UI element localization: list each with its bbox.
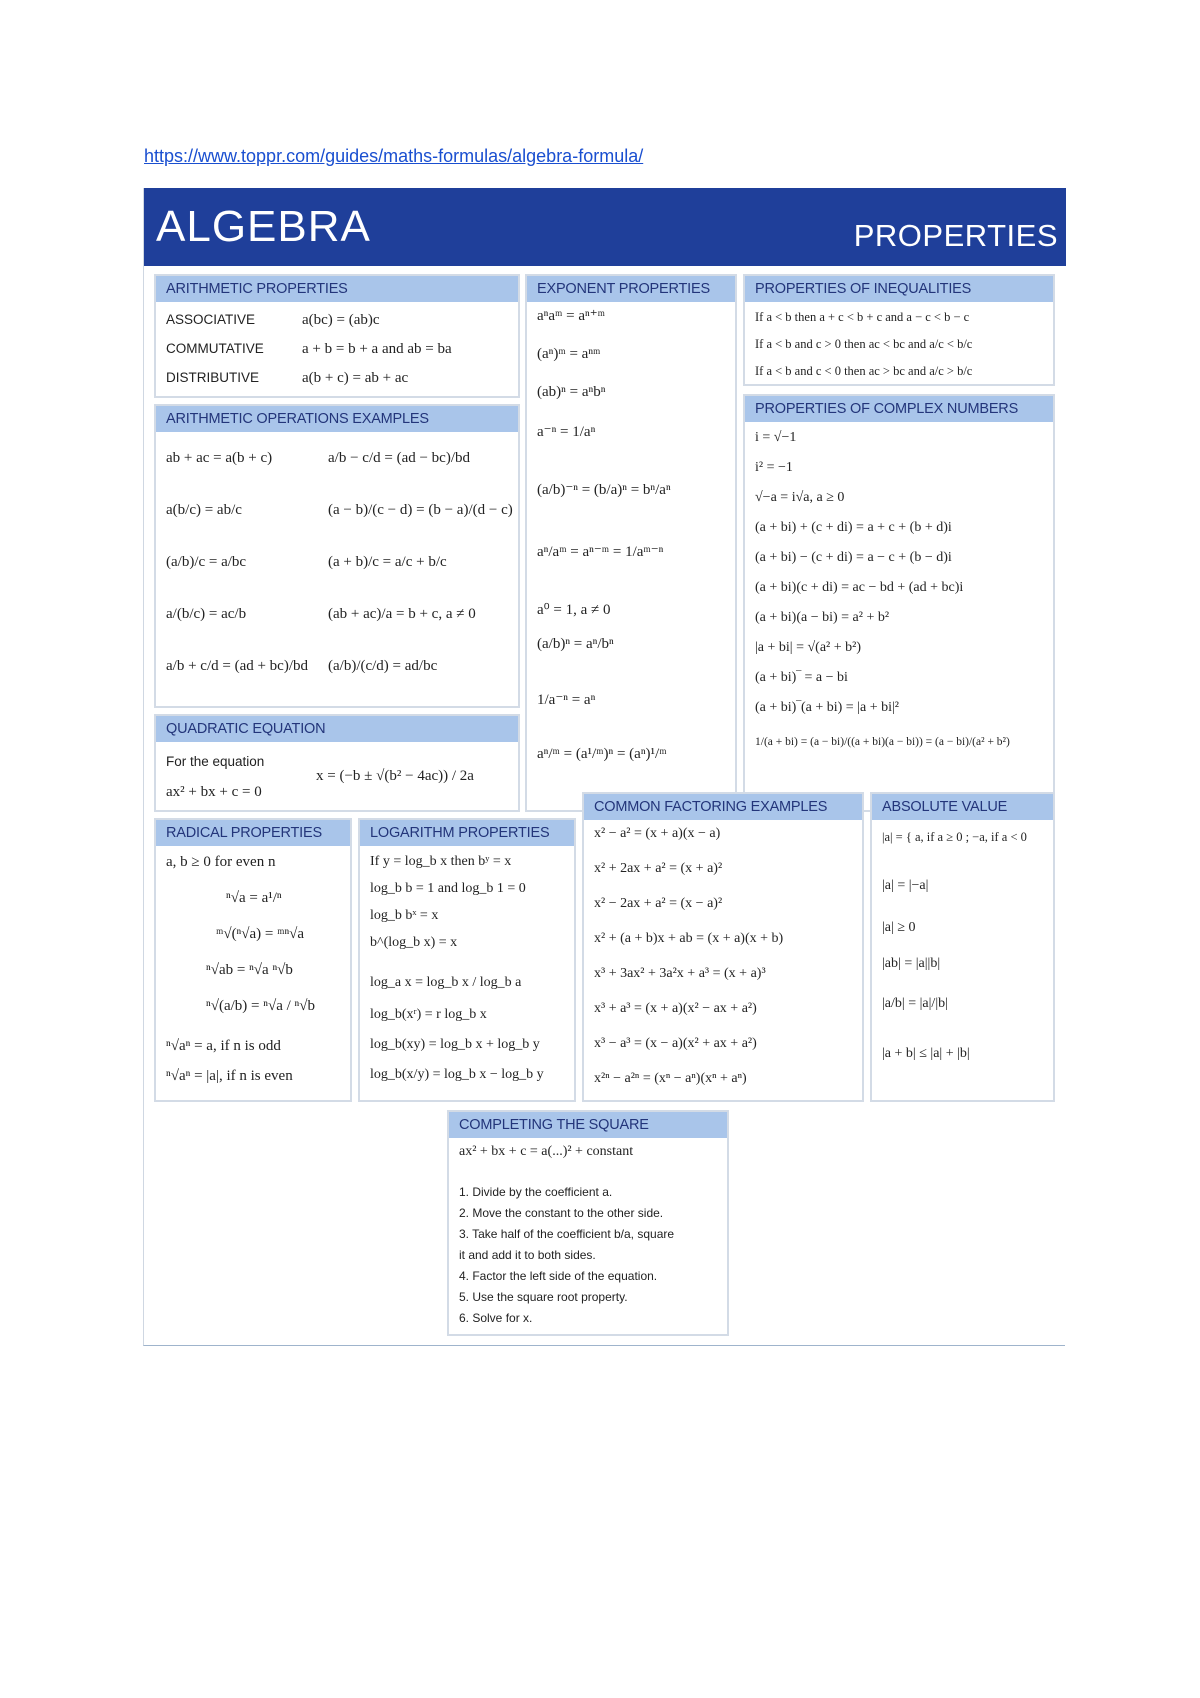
arithmetic-properties-header: ARITHMETIC PROPERTIES bbox=[156, 276, 518, 302]
completing-square-header: COMPLETING THE SQUARE bbox=[449, 1112, 727, 1138]
algebra-cheat-sheet bbox=[143, 188, 1065, 1346]
banner-subtitle: PROPERTIES bbox=[853, 218, 1058, 253]
complex-numbers-box: PROPERTIES OF COMPLEX NUMBERS i = √−1 i² = −1 √−a = i√a, a ≥ 0 (a + bi) + (c + di) = a + c + (b + d)i (a + bi) − (c + di) = a − c + (b − d)i (a + bi)(c + di) = ac − bd + (ad + bc)i (a + bi)(a − bi) = a² + b² |a + bi| = √(a² + b²) (a + bi)‾ = a − bi (a + bi)‾(a + bi) = |a + bi|² 1/(a + bi) = (a − bi)/((a + bi)(a − bi)) = (a − bi)/(a² + b²) bbox=[743, 394, 1055, 812]
logarithm-properties-box: LOGARITHM PROPERTIES If y = log_b x then bʸ = x log_b b = 1 and log_b 1 = 0 log_b bˣ = x b^(log_b x) = x log_a x = log_b x / log_b a log_b(xʳ) = r log_b x log_b(xy) = log_b x + log_b y log_b(x/y) = log_b x − log_b y bbox=[358, 818, 576, 1102]
inequalities-box: PROPERTIES OF INEQUALITIES If a < b then a + c < b + c and a − c < b − c If a < b and c > 0 then ac < bc and a/c < b/c If a < b and c < 0 then ac > bc and a/c > b/c bbox=[743, 274, 1055, 386]
radical-properties-box: RADICAL PROPERTIES a, b ≥ 0 for even n ⁿ√a = a¹/ⁿ ᵐ√(ⁿ√a) = ᵐⁿ√a ⁿ√ab = ⁿ√a ⁿ√b ⁿ√(a/b) = ⁿ√a / ⁿ√b ⁿ√aⁿ = a, if n is odd ⁿ√aⁿ = |a|, if n is even bbox=[154, 818, 352, 1102]
completing-square-box: COMPLETING THE SQUARE ax² + bx + c = a(...)² + constant 1. Divide by the coefficient a. 2. Move the constant to the other side. 3. Take half of the coefficient b/a, square it and add it to both sides. 4. Factor the left side of the equation. 5. Use the square root property. 6. Solve for x. bbox=[447, 1110, 729, 1336]
arith-ops-left-column: ab + ac = a(b + c) a(b/c) = ab/c (a/b)/c = a/bc a/(b/c) = ac/b a/b + c/d = (ad + bc)/bd bbox=[166, 450, 309, 674]
exponent-properties-box: EXPONENT PROPERTIES aⁿaᵐ = aⁿ⁺ᵐ (aⁿ)ᵐ = aⁿᵐ (ab)ⁿ = aⁿbⁿ a⁻ⁿ = 1/aⁿ (a/b)⁻ⁿ = (b/a)ⁿ = bⁿ/aⁿ aⁿ/aᵐ = aⁿ⁻ᵐ = 1/aᵐ⁻ⁿ a⁰ = 1, a ≠ 0 (a/b)ⁿ = aⁿ/bⁿ 1/a⁻ⁿ = aⁿ aⁿ/ᵐ = (a¹/ᵐ)ⁿ = (aⁿ)¹/ᵐ bbox=[525, 274, 737, 812]
inequalities-header: PROPERTIES OF INEQUALITIES bbox=[745, 276, 1053, 302]
arithmetic-operations-box bbox=[154, 404, 520, 708]
arith-ops-right-column: a/b − c/d = (ad − bc)/bd (a − b)/(c − d) = (b − a)/(d − c) (a + b)/c = a/c + b/c (ab + ac)/a = b + c, a ≠ 0 (a/b)/(c/d) = ad/bc bbox=[328, 450, 513, 674]
quadratic-equation-box: QUADRATIC EQUATION For the equation ax² + bx + c = 0 x = (−b ± √(b² − 4ac)) / 2a bbox=[154, 714, 520, 812]
distributive-row: DISTRIBUTIVE a(b + c) = ab + ac bbox=[166, 370, 409, 386]
associative-row: ASSOCIATIVE a(bc) = (ab)c bbox=[166, 312, 380, 328]
source-url-link[interactable]: https://www.toppr.com/guides/maths-formulas/algebra-formula/ bbox=[144, 146, 644, 166]
factoring-examples-box: COMMON FACTORING EXAMPLES x² − a² = (x + a)(x − a) x² + 2ax + a² = (x + a)² x² − 2ax + a² = (x − a)² x² + (a + b)x + ab = (x + a)(x + b) x³ + 3ax² + 3a²x + a³ = (x + a)³ x³ + a³ = (x + a)(x² − ax + a²) x³ − a³ = (x − a)(x² + ax + a²) x²ⁿ − a²ⁿ = (xⁿ − aⁿ)(xⁿ + aⁿ) bbox=[582, 792, 864, 1102]
absolute-value-box: ABSOLUTE VALUE |a| = { a, if a ≥ 0 ; −a, if a < 0 |a| = |−a| |a| ≥ 0 |ab| = |a||b| |a/b| = |a|/|b| |a + b| ≤ |a| + |b| bbox=[870, 792, 1055, 1102]
arithmetic-properties-box bbox=[154, 274, 520, 398]
quadratic-equation-header: QUADRATIC EQUATION bbox=[156, 716, 518, 742]
factoring-examples-header: COMMON FACTORING EXAMPLES bbox=[584, 794, 862, 820]
exponent-properties-header: EXPONENT PROPERTIES bbox=[527, 276, 735, 302]
logarithm-properties-header: LOGARITHM PROPERTIES bbox=[360, 820, 574, 846]
absolute-value-header: ABSOLUTE VALUE bbox=[872, 794, 1053, 820]
radical-properties-header: RADICAL PROPERTIES bbox=[156, 820, 350, 846]
banner-title: ALGEBRA bbox=[156, 202, 371, 251]
arithmetic-operations-header: ARITHMETIC OPERATIONS EXAMPLES bbox=[156, 406, 518, 432]
commutative-row: COMMUTATIVE a + b = b + a and ab = ba bbox=[166, 341, 452, 357]
quadratic-formula: x = (−b ± √(b² − 4ac)) / 2a bbox=[316, 768, 474, 784]
banner bbox=[144, 188, 1066, 266]
completing-square-formula: ax² + bx + c = a(...)² + constant bbox=[459, 1144, 634, 1159]
complex-numbers-header: PROPERTIES OF COMPLEX NUMBERS bbox=[745, 396, 1053, 422]
